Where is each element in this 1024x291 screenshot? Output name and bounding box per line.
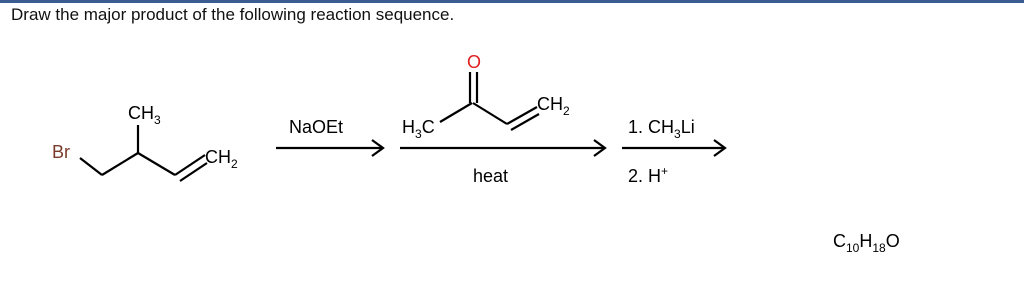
vinyl-ch2-label: $CH_2$ (537, 94, 570, 118)
bond-carbonyl-ch (473, 103, 507, 124)
bond-ch2-ch (102, 153, 138, 175)
vinyl-double-bond-b (180, 163, 207, 181)
bond-ch-vinyl (138, 153, 175, 175)
bond-ch3-carbonyl (440, 103, 472, 122)
arrow-step1 (276, 140, 383, 156)
starting-material (80, 125, 207, 181)
ch3li-reagent: 1. $CH_3Li$ (628, 117, 695, 141)
oxygen-label: O (467, 52, 482, 72)
arrow-step2 (400, 140, 605, 156)
naoet-reagent: NaOEt (289, 117, 344, 137)
product-formula: $C_{10}H_{18}O$ (833, 231, 900, 255)
bond-br-ch2 (80, 158, 102, 175)
h3c-label: $H_3C$ (402, 117, 435, 141)
heat-condition: heat (473, 166, 509, 186)
arrow-step3 (622, 140, 725, 156)
vinyl-double-bond-a (507, 107, 537, 124)
bromine-label: Br (52, 142, 70, 162)
methyl-label: $CH_3$ (128, 103, 161, 127)
vinyl-double-bond-a (175, 155, 205, 175)
vinyl-double-bond-b (511, 114, 539, 130)
intermediate (440, 72, 539, 130)
question-prompt: Draw the major product of the following reaction sequence. (11, 5, 455, 24)
acid-workup-reagent: 2. H+ (628, 164, 669, 186)
vinyl-ch2-label: $CH_2$ (205, 147, 238, 171)
